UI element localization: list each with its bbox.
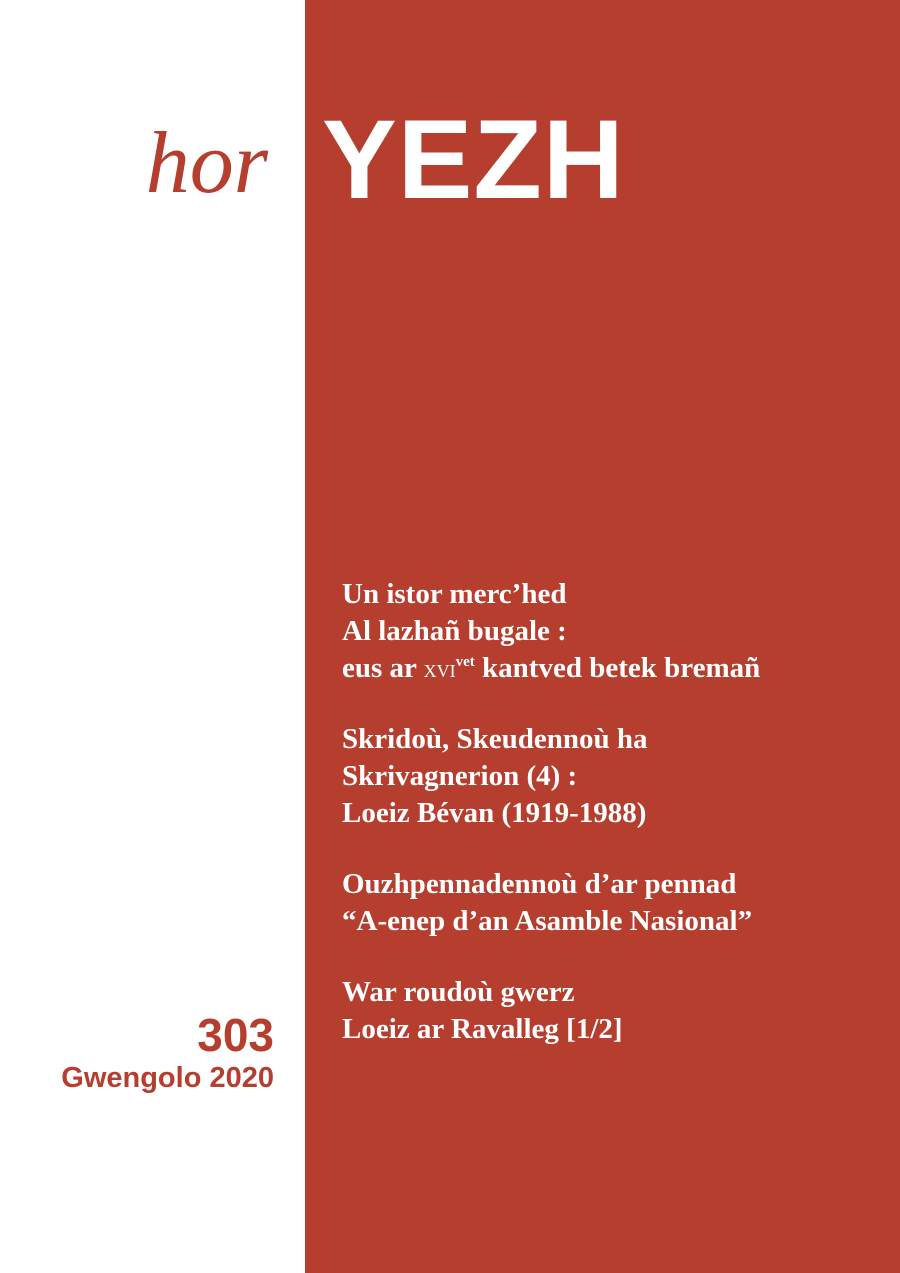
article-3-line-1: Ouzhpennadennoù d’ar pennad [342, 868, 737, 900]
masthead-title: YEZH [322, 97, 625, 222]
article-1-line-3-start: eus ar [342, 652, 424, 684]
masthead-prefix: hor [145, 115, 268, 212]
article-4 [342, 974, 882, 1048]
issue-info [61, 1010, 274, 1095]
article-3 [342, 866, 882, 940]
article-1 [342, 576, 882, 687]
article-1-line-3-end: kantved betek bremañ [474, 652, 761, 684]
article-1-line-3 [342, 650, 882, 687]
century-ordinal-suffix: vet [455, 654, 475, 670]
article-2 [342, 721, 882, 832]
article-1-line-2: Al lazhañ bugale : [342, 615, 567, 647]
article-3-line-2: “A-enep d’an Asamble Nasional” [342, 905, 753, 937]
article-2-line-2: Skrivagnerion (4) : [342, 760, 578, 792]
issue-number: 303 [197, 1009, 274, 1061]
issue-date: Gwengolo 2020 [61, 1061, 274, 1094]
table-of-contents [342, 576, 882, 1082]
article-1-line-1: Un istor merc’hed [342, 578, 567, 610]
article-4-line-2: Loeiz ar Ravalleg [1/2] [342, 1013, 623, 1045]
article-2-line-3: Loeiz Bévan (1919-1988) [342, 797, 647, 829]
century-roman-numeral: xvi [423, 654, 456, 683]
article-4-line-1: War roudoù gwerz [342, 976, 575, 1008]
article-2-line-1: Skridoù, Skeudennoù ha [342, 723, 648, 755]
